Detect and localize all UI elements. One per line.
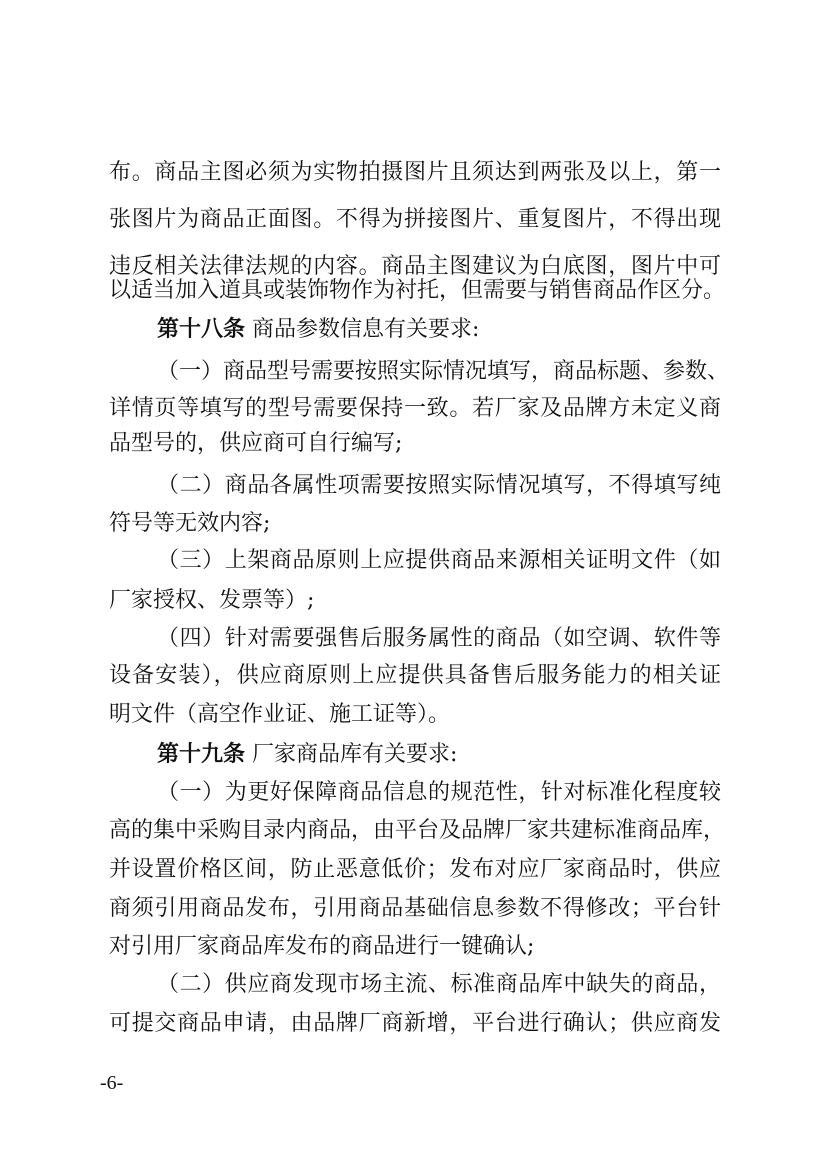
- article-18-item-4-line: 设备安装），供应商原则上应提供具备售后服务能力的相关证: [109, 663, 721, 688]
- article-18-item-2-line: 符号等无效内容;: [109, 511, 271, 536]
- paragraph-line: 违反相关法律法规的内容。商品主图建议为白底图，图片中可: [109, 254, 721, 279]
- article-18-heading: [157, 313, 721, 345]
- article-19-item-1-line: 商须引用商品发布，引用商品基础信息参数不得修改；平台针: [109, 896, 721, 921]
- article-19-item-1-line: （一）为更好保障商品信息的规范性，针对标准化程度较: [157, 780, 721, 805]
- page-number: -6-: [100, 1072, 124, 1094]
- article-18-item-1-line: 详情页等填写的型号需要保持一致。若厂家及品牌方未定义商: [109, 396, 721, 421]
- article-19-item-1-line: 并设置价格区间，防止恶意低价；发布对应厂家商品时，供应: [109, 857, 721, 882]
- article-18-item-4-line: 明文件（高空作业证、施工证等）。: [109, 702, 451, 727]
- article-18-label: 第十八条: [157, 316, 246, 342]
- article-18-item-3-line: （三）上架商品原则上应提供商品来源相关证明文件（如: [157, 548, 721, 573]
- article-19-label: 第十九条: [157, 741, 246, 767]
- article-19-text: 厂家商品库有关要求:: [252, 742, 458, 767]
- article-18-text: 商品参数信息有关要求:: [252, 317, 480, 342]
- article-18-item-2-line: （二）商品各属性项需要按照实际情况填写，不得填写纯: [157, 473, 721, 498]
- article-19-item-2-line: （二）供应商发现市场主流、标准商品库中缺失的商品，: [157, 972, 721, 997]
- article-19-heading: [157, 738, 721, 770]
- paragraph-line: 布。商品主图必须为实物拍摄图片且须达到两张及以上，第一: [109, 160, 721, 185]
- article-19-item-1-line: 对引用厂家商品库发布的商品进行一键确认;: [109, 934, 535, 959]
- article-18-item-1-line: （一）商品型号需要按照实际情况填写，商品标题、参数、: [157, 359, 730, 384]
- paragraph-line: 以适当加入道具或装饰物作为衬托，但需要与销售商品作区分。: [109, 278, 726, 303]
- article-18-item-4-line: （四）针对需要强售后服务属性的商品（如空调、软件等: [157, 626, 721, 651]
- article-19-item-1-line: 高的集中采购目录内商品，由平台及品牌厂家共建标准商品库，: [109, 818, 726, 843]
- paragraph-line: 张图片为商品正面图。不得为拼接图片、重复图片，不得出现: [109, 207, 721, 232]
- article-18-item-3-line: 厂家授权、发票等）;: [109, 588, 315, 613]
- article-18-item-1-line: 品型号的，供应商可自行编写;: [109, 431, 403, 456]
- article-19-item-2-line: 可提交商品申请，由品牌厂商新增，平台进行确认；供应商发: [109, 1011, 721, 1036]
